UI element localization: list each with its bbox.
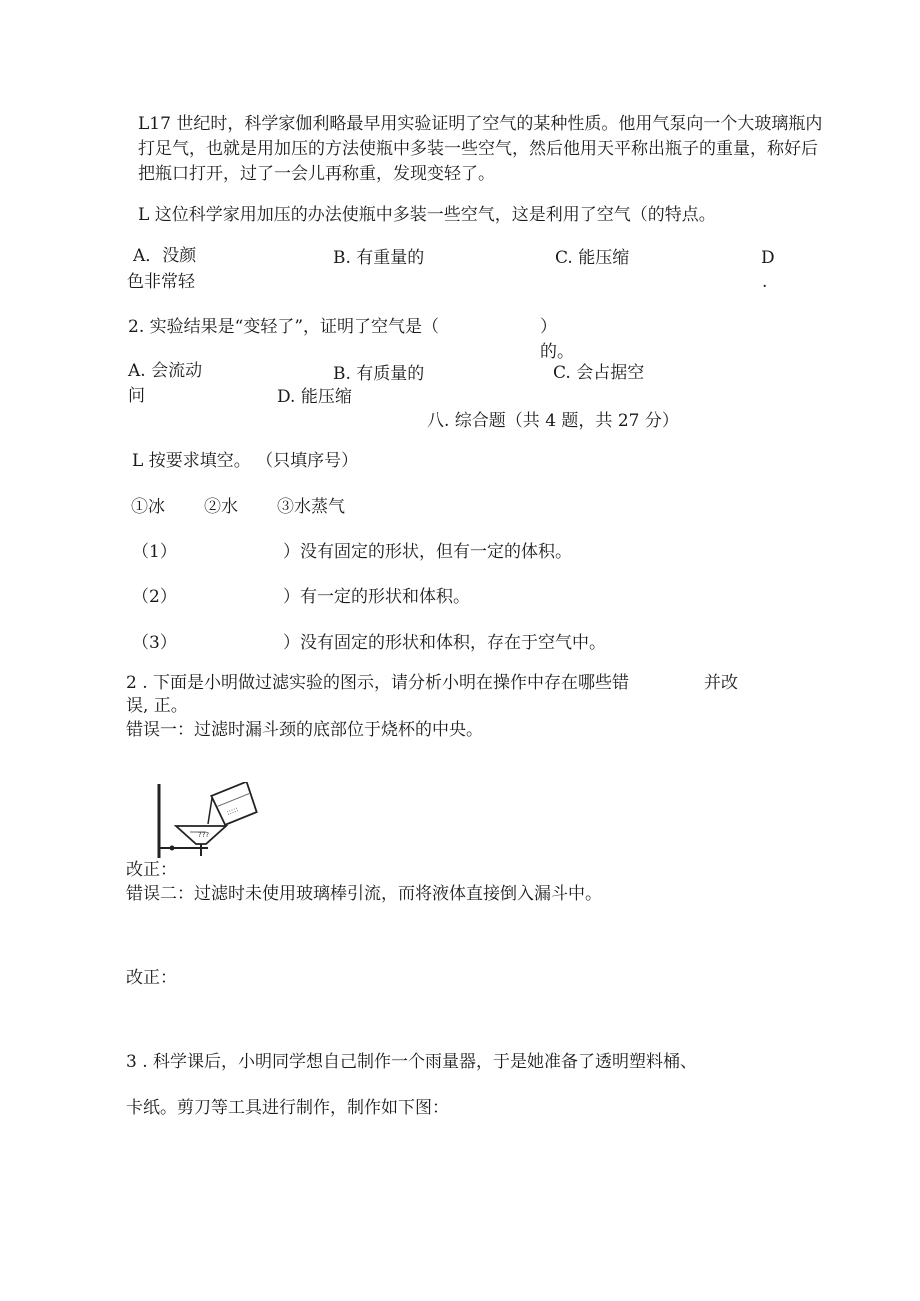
option-c: C. 会占据空 [553, 363, 645, 383]
option-d: D [761, 248, 775, 268]
question-2-line-1: 2 . 下面是小明做过滤实验的图示，请分析小明在操作中存在哪些错 [126, 673, 630, 693]
option-a: A. 会流动 [128, 361, 203, 381]
question-3-line-1: 3 . 科学课后，小明同学想自己制作一个雨量器，于是她准备了透明塑料桶、 [126, 1052, 698, 1072]
option-a-continued: 色非常轻 [127, 272, 195, 292]
subquestion-2-suffix: 的。 [540, 342, 574, 362]
passage-line-3: 把瓶口打开，过了一会儿再称重，发现变轻了。 [138, 164, 495, 184]
blank-1-number: （1） [132, 542, 177, 562]
option-c: C. 能压缩 [555, 248, 630, 268]
question-3-line-2: 卡纸。剪刀等工具进行制作，制作如下图： [126, 1098, 449, 1118]
blank-3-text: ）没有固定的形状和体积，存在于空气中。 [283, 633, 606, 653]
option-a-continued: 问 [128, 386, 145, 406]
item-vapor: ③水蒸气 [277, 497, 345, 517]
blank-2-number: （2） [132, 587, 177, 607]
item-ice: ①冰 [131, 497, 165, 517]
subquestion-2-paren: ） [540, 317, 557, 337]
svg-text:???: ??? [198, 831, 210, 839]
subquestion-2: 2. 实验结果是“变轻了”，证明了空气是（ [128, 317, 440, 337]
question-2-line-2: 误, 正。 [126, 696, 188, 716]
option-d: D. 能压缩 [277, 387, 352, 407]
blank-3-number: （3） [132, 633, 177, 653]
fix-1: 改正： [126, 860, 177, 880]
option-b: B. 有重量的 [333, 248, 425, 268]
blank-1-text: ）没有固定的形状，但有一定的体积。 [283, 542, 572, 562]
question-1-instruction: L 按要求填空。 （只填序号） [132, 451, 359, 471]
subquestion-1: L 这位科学家用加压的办法使瓶中多装一些空气，这是利用了空气（的特点。 [138, 205, 716, 225]
passage-line-2: 打足气，也就是用加压的方法使瓶中多装一些空气，然后他用天平称出瓶子的重量，称好后 [138, 139, 818, 159]
fix-2: 改正： [126, 968, 177, 988]
svg-text::::::: ::::: [225, 805, 240, 818]
section-heading: 八. 综合题（共 4 题，共 27 分） [427, 411, 679, 431]
error-1: 错误一：过滤时漏斗颈的底部位于烧杯的中央。 [126, 720, 483, 740]
option-a: A．没颜 [133, 246, 197, 266]
filtration-diagram [150, 782, 262, 860]
error-2: 错误二：过滤时未使用玻璃棒引流，而将液体直接倒入漏斗中。 [126, 884, 602, 904]
question-2-line-1-tail: 并改 [704, 673, 738, 693]
option-b: B. 有质量的 [333, 364, 425, 384]
item-water: ②水 [204, 497, 238, 517]
blank-2-text: ）有一定的形状和体积。 [283, 587, 470, 607]
option-d-continued: . [762, 272, 768, 292]
passage-line-1: L17 世纪时，科学家伽利略最早用实验证明了空气的某种性质。他用气泵向一个大玻璃瓶内 [138, 114, 823, 134]
